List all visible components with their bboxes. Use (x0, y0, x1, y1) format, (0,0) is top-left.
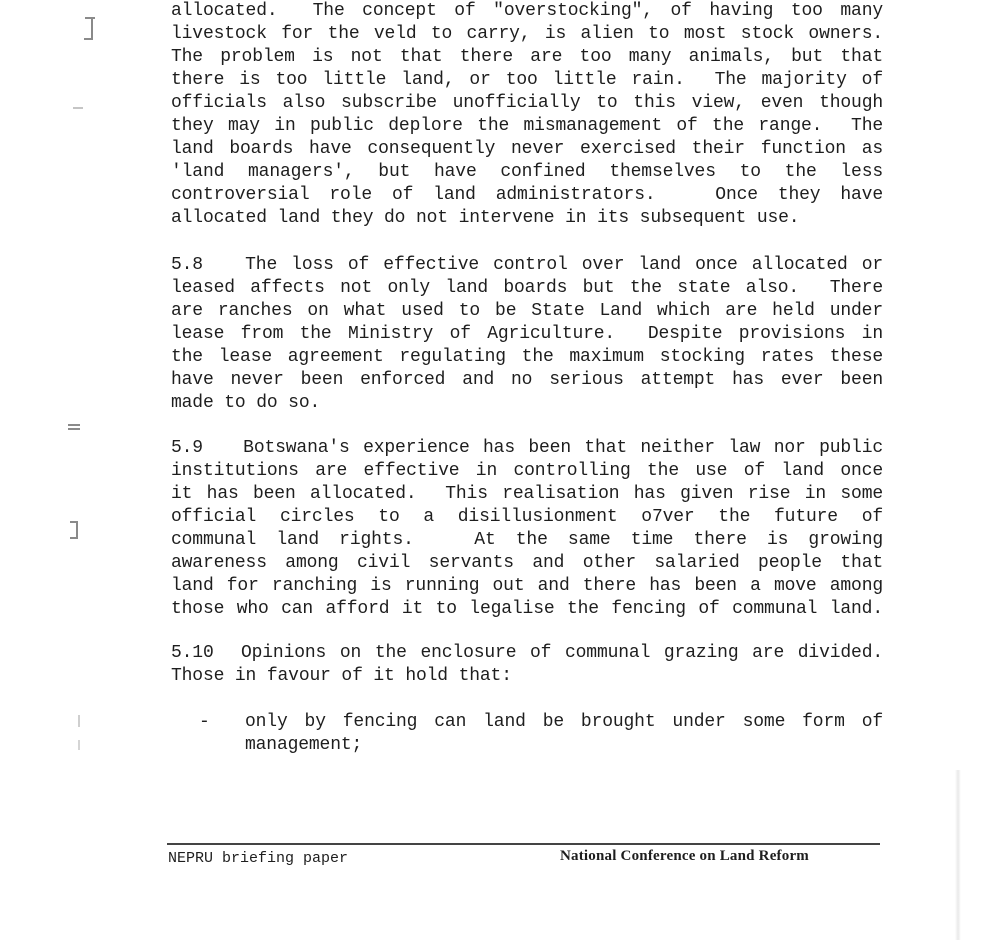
margin-mark (70, 537, 77, 539)
text-line: institutions are effective in controlling the use of land once (171, 461, 883, 481)
text-line: 5.10 Opinions on the enclosure of communal grazing are divided. (171, 643, 883, 663)
text-line: are ranches on what used to be State Land which are held under (171, 301, 883, 321)
scan-shadow (955, 770, 961, 940)
text-line: there is too little land, or too little rain. The majority of (171, 70, 883, 90)
text-line: allocated land they do not intervene in its subsequent use. (171, 208, 800, 228)
margin-mark (78, 740, 80, 750)
margin-mark (73, 107, 83, 109)
text-line: allocated. The concept of "overstocking", of having too many (171, 1, 883, 21)
paragraph-5-10 (171, 642, 883, 688)
margin-mark (85, 17, 95, 19)
margin-mark (84, 38, 93, 40)
bullet-dash: - (199, 712, 210, 732)
text-line: land for ranching is running out and there has been a move among (171, 576, 883, 596)
text-line: controversial role of land administrators. Once they have (171, 185, 883, 205)
text-line: lease from the Ministry of Agriculture. Despite provisions in (171, 324, 883, 344)
text-line: officials also subscribe unofficially to this view, even though (171, 93, 883, 113)
margin-mark (68, 424, 80, 426)
paragraph-continued (171, 0, 883, 230)
paragraph-5-9 (171, 437, 883, 621)
paragraph-5-8 (171, 254, 883, 415)
text-line: management; (245, 735, 363, 755)
text-line: 5.9 Botswana's experience has been that neither law nor public (171, 438, 883, 458)
text-line: made to do so. (171, 393, 321, 413)
text-line: it has been allocated. This realisation has given rise in some (171, 484, 883, 504)
footer-right: National Conference on Land Reform (560, 848, 810, 864)
text-line: only by fencing can land be brought under some form of (245, 712, 883, 732)
margin-mark (68, 428, 80, 430)
text-line: have never been enforced and no serious attempt has ever been (171, 370, 883, 390)
text-line: 5.8 The loss of effective control over land once allocated or (171, 255, 883, 275)
footer-rule (167, 843, 880, 845)
text-line: those who can afford it to legalise the fencing of communal land. (171, 599, 883, 619)
text-line: land boards have consequently never exercised their function as (171, 139, 883, 159)
text-line: The problem is not that there are too many animals, but that (171, 47, 883, 67)
footer-left: NEPRU briefing paper (168, 850, 349, 867)
text-line: communal land rights. At the same time there is growing (171, 530, 883, 550)
text-line: livestock for the veld to carry, is alien to most stock owners. (171, 24, 883, 44)
text-line: Those in favour of it hold that: (171, 666, 512, 686)
text-line: awareness among civil servants and other salaried people that (171, 553, 883, 573)
margin-mark (78, 715, 80, 727)
text-line: official circles to a disillusionment o7ver the future of (171, 507, 883, 527)
margin-mark (70, 521, 77, 523)
text-line: leased affects not only land boards but the state also. There (171, 278, 883, 298)
text-line: 'land managers', but have confined themselves to the less (171, 162, 883, 182)
text-line: they may in public deplore the mismanagement of the range. The (171, 116, 883, 136)
bullet-text (245, 711, 883, 757)
text-line: the lease agreement regulating the maximum stocking rates these (171, 347, 883, 367)
margin-mark (91, 19, 93, 39)
